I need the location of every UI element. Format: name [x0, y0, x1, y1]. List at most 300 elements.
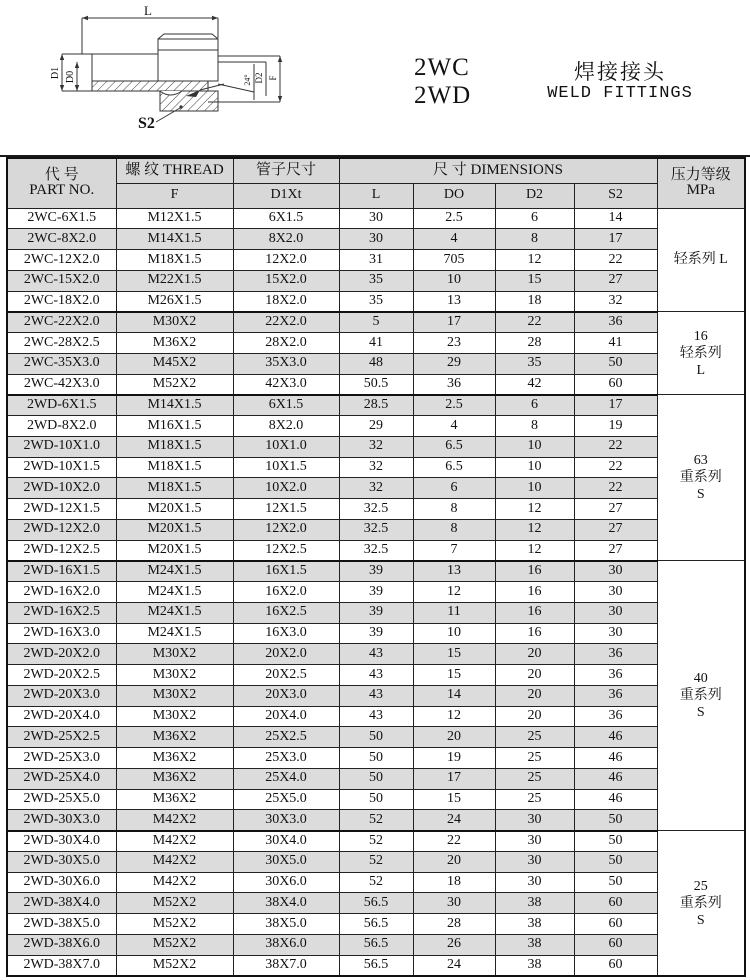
value-cell: 39 — [339, 561, 413, 582]
table-row — [7, 374, 745, 395]
value-cell: M42X2 — [116, 831, 233, 852]
value-cell: M36X2 — [116, 768, 233, 789]
value-cell: 15 — [413, 789, 495, 810]
value-cell: 46 — [574, 748, 657, 769]
col-subheader-D1Xt: D1Xt — [233, 183, 339, 208]
value-cell: 50 — [339, 768, 413, 789]
value-cell: 56.5 — [339, 934, 413, 955]
value-cell: 36 — [574, 312, 657, 333]
value-cell: M36X2 — [116, 727, 233, 748]
value-cell: 8 — [413, 519, 495, 540]
part-no-cell: 2WD-20X2.0 — [7, 644, 116, 665]
value-cell: 22 — [413, 831, 495, 852]
value-cell: M30X2 — [116, 685, 233, 706]
model-code-2wd: 2WD — [414, 82, 472, 109]
table-row — [7, 644, 745, 665]
value-cell: 6 — [495, 208, 574, 229]
value-cell: 30 — [495, 810, 574, 831]
value-cell: 50 — [574, 831, 657, 852]
value-cell: 17 — [413, 768, 495, 789]
pressure-group-label-line: S — [696, 705, 705, 721]
value-cell: 15 — [413, 665, 495, 686]
value-cell: 30 — [413, 893, 495, 914]
value-cell: 60 — [574, 374, 657, 395]
value-cell: 6X1.5 — [233, 395, 339, 416]
value-cell: 22 — [574, 478, 657, 499]
value-cell: M30X2 — [116, 706, 233, 727]
value-cell: 31 — [339, 250, 413, 271]
value-cell: 50 — [574, 851, 657, 872]
value-cell: 15X2.0 — [233, 270, 339, 291]
table-row — [7, 665, 745, 686]
value-cell: 38 — [495, 914, 574, 935]
value-cell: 56.5 — [339, 955, 413, 976]
value-cell: 17 — [574, 229, 657, 250]
pressure-group-label-line: 轻系列 — [679, 345, 722, 361]
part-no-cell: 2WD-38X5.0 — [7, 914, 116, 935]
table-row — [7, 250, 745, 271]
table-row — [7, 623, 745, 644]
value-cell: 29 — [413, 353, 495, 374]
value-cell: M24X1.5 — [116, 582, 233, 603]
table-row — [7, 519, 745, 540]
part-no-cell: 2WD-38X7.0 — [7, 955, 116, 976]
value-cell: M24X1.5 — [116, 623, 233, 644]
value-cell: 13 — [413, 291, 495, 312]
value-cell: 5 — [339, 312, 413, 333]
value-cell: 42 — [495, 374, 574, 395]
value-cell: M18X1.5 — [116, 478, 233, 499]
value-cell: 28 — [413, 914, 495, 935]
value-cell: M45X2 — [116, 353, 233, 374]
value-cell: M14X1.5 — [116, 395, 233, 416]
value-cell: 32 — [339, 436, 413, 457]
value-cell: 22 — [574, 436, 657, 457]
value-cell: 42X3.0 — [233, 374, 339, 395]
weld-fitting-section-drawing — [48, 4, 292, 132]
pressure-group-label-line: 重系列 — [679, 470, 722, 486]
part-no-cell: 2WD-12X1.5 — [7, 499, 116, 520]
value-cell: 36 — [574, 685, 657, 706]
col-subheader-D2: D2 — [495, 183, 574, 208]
value-cell: 60 — [574, 955, 657, 976]
value-cell: M52X2 — [116, 374, 233, 395]
value-cell: 32 — [339, 478, 413, 499]
value-cell: 20X4.0 — [233, 706, 339, 727]
value-cell: 14 — [574, 208, 657, 229]
table-row — [7, 333, 745, 354]
value-cell: M42X2 — [116, 810, 233, 831]
value-cell: 16X1.5 — [233, 561, 339, 582]
value-cell: M20X1.5 — [116, 540, 233, 561]
part-no-cell: 2WD-16X2.0 — [7, 582, 116, 603]
value-cell: 6 — [413, 478, 495, 499]
pressure-group-label-line: 轻系列 L — [673, 252, 728, 268]
value-cell: 16X2.0 — [233, 582, 339, 603]
part-no-cell: 2WC-18X2.0 — [7, 291, 116, 312]
value-cell: 13 — [413, 561, 495, 582]
value-cell: 16 — [495, 602, 574, 623]
col-header-dimensions: 尺 寸 DIMENSIONS — [339, 158, 657, 183]
value-cell: 20X2.0 — [233, 644, 339, 665]
value-cell: 38X4.0 — [233, 893, 339, 914]
value-cell: M36X2 — [116, 748, 233, 769]
value-cell: 11 — [413, 602, 495, 623]
part-no-cell: 2WC-22X2.0 — [7, 312, 116, 333]
value-cell: 30X3.0 — [233, 810, 339, 831]
value-cell: 50.5 — [339, 374, 413, 395]
value-cell: 22 — [574, 250, 657, 271]
table-row — [7, 478, 745, 499]
pressure-group-label-line: S — [696, 912, 705, 928]
value-cell: 25X2.5 — [233, 727, 339, 748]
value-cell: 50 — [339, 727, 413, 748]
part-no-cell: 2WD-16X1.5 — [7, 561, 116, 582]
col-subheader-S2: S2 — [574, 183, 657, 208]
part-no-cell: 2WC-28X2.5 — [7, 333, 116, 354]
value-cell: 25 — [495, 748, 574, 769]
value-cell: 10 — [413, 623, 495, 644]
value-cell: 12 — [413, 582, 495, 603]
part-no-cell: 2WD-25X2.5 — [7, 727, 116, 748]
table-row — [7, 312, 745, 333]
value-cell: 27 — [574, 499, 657, 520]
value-cell: 8X2.0 — [233, 229, 339, 250]
value-cell: 20X2.5 — [233, 665, 339, 686]
value-cell: 24 — [413, 955, 495, 976]
part-no-cell: 2WD-25X3.0 — [7, 748, 116, 769]
value-cell: 52 — [339, 810, 413, 831]
value-cell: 22 — [495, 312, 574, 333]
value-cell: 2.5 — [413, 395, 495, 416]
value-cell: 15 — [495, 270, 574, 291]
pressure-group-label-line: 40 — [693, 671, 708, 687]
value-cell: 46 — [574, 727, 657, 748]
value-cell: 50 — [574, 810, 657, 831]
value-cell: 32 — [574, 291, 657, 312]
part-no-cell: 2WD-20X3.0 — [7, 685, 116, 706]
table-row — [7, 436, 745, 457]
value-cell: 25 — [495, 789, 574, 810]
value-cell: 50 — [574, 872, 657, 893]
value-cell: 41 — [339, 333, 413, 354]
value-cell: M20X1.5 — [116, 519, 233, 540]
value-cell: 30 — [495, 831, 574, 852]
value-cell: 30 — [495, 872, 574, 893]
table-row — [7, 208, 745, 229]
value-cell: 50 — [339, 748, 413, 769]
value-cell: M36X2 — [116, 789, 233, 810]
value-cell: 6.5 — [413, 457, 495, 478]
value-cell: 25X3.0 — [233, 748, 339, 769]
value-cell: 16 — [495, 582, 574, 603]
value-cell: 38 — [495, 893, 574, 914]
value-cell: 30X6.0 — [233, 872, 339, 893]
value-cell: 14 — [413, 685, 495, 706]
value-cell: 12 — [495, 499, 574, 520]
table-row — [7, 706, 745, 727]
pressure-group-label-line: 16 — [693, 328, 708, 344]
value-cell: M12X1.5 — [116, 208, 233, 229]
value-cell: M52X2 — [116, 893, 233, 914]
value-cell: M18X1.5 — [116, 436, 233, 457]
value-cell: 30 — [574, 602, 657, 623]
value-cell: 43 — [339, 706, 413, 727]
value-cell: 10 — [495, 436, 574, 457]
fittings-spec-table — [6, 157, 746, 977]
value-cell: 32 — [339, 457, 413, 478]
value-cell: 36 — [574, 665, 657, 686]
table-row — [7, 291, 745, 312]
value-cell: 25 — [495, 768, 574, 789]
value-cell: 30X5.0 — [233, 851, 339, 872]
pressure-group-label-line: 重系列 — [679, 688, 722, 704]
value-cell: 12X2.0 — [233, 519, 339, 540]
col-subheader-L: L — [339, 183, 413, 208]
table-row — [7, 229, 745, 250]
value-cell: 12X1.5 — [233, 499, 339, 520]
value-cell: 60 — [574, 934, 657, 955]
col-header-thread: 螺 纹 THREAD — [116, 158, 233, 183]
value-cell: 29 — [339, 416, 413, 437]
col-header-pipe-size: 管子尺寸 — [233, 158, 339, 183]
value-cell: 30 — [495, 851, 574, 872]
value-cell: 12 — [495, 250, 574, 271]
value-cell: 38X5.0 — [233, 914, 339, 935]
part-no-cell: 2WD-10X2.0 — [7, 478, 116, 499]
value-cell: 10 — [495, 457, 574, 478]
value-cell: 30 — [339, 208, 413, 229]
part-no-cell: 2WD-30X6.0 — [7, 872, 116, 893]
model-code-2wc: 2WC — [414, 54, 470, 81]
value-cell: 48 — [339, 353, 413, 374]
dim-label-S2: S2 — [138, 115, 155, 132]
value-cell: 30 — [574, 623, 657, 644]
table-row — [7, 934, 745, 955]
table-row — [7, 270, 745, 291]
table-row — [7, 851, 745, 872]
value-cell: 6 — [495, 395, 574, 416]
value-cell: 35 — [339, 270, 413, 291]
value-cell: M18X1.5 — [116, 250, 233, 271]
part-no-cell: 2WC-12X2.0 — [7, 250, 116, 271]
value-cell: M26X1.5 — [116, 291, 233, 312]
value-cell: 39 — [339, 582, 413, 603]
value-cell: 16X3.0 — [233, 623, 339, 644]
value-cell: 30 — [339, 229, 413, 250]
table-row — [7, 727, 745, 748]
value-cell: 8 — [495, 416, 574, 437]
table-row — [7, 872, 745, 893]
part-no-header-cn: 代 号 — [44, 166, 79, 183]
part-no-cell: 2WD-38X4.0 — [7, 893, 116, 914]
dim-label-F: F — [268, 75, 278, 81]
value-cell: M52X2 — [116, 914, 233, 935]
value-cell: 36 — [413, 374, 495, 395]
pressure-group-label-line: 63 — [693, 453, 708, 469]
part-no-cell: 2WD-30X3.0 — [7, 810, 116, 831]
part-no-cell: 2WD-38X6.0 — [7, 934, 116, 955]
value-cell: 22X2.0 — [233, 312, 339, 333]
value-cell: 19 — [413, 748, 495, 769]
value-cell: 27 — [574, 540, 657, 561]
value-cell: 60 — [574, 893, 657, 914]
col-header-part-no — [7, 158, 116, 208]
table-row — [7, 353, 745, 374]
value-cell: 23 — [413, 333, 495, 354]
value-cell: 10X2.0 — [233, 478, 339, 499]
value-cell: 16 — [495, 561, 574, 582]
value-cell: 35 — [339, 291, 413, 312]
value-cell: 10X1.0 — [233, 436, 339, 457]
value-cell: 50 — [339, 789, 413, 810]
value-cell: 30X4.0 — [233, 831, 339, 852]
value-cell: 20 — [495, 665, 574, 686]
value-cell: 52 — [339, 831, 413, 852]
value-cell: 20X3.0 — [233, 685, 339, 706]
value-cell: 8X2.0 — [233, 416, 339, 437]
value-cell: 38 — [495, 955, 574, 976]
value-cell: 46 — [574, 768, 657, 789]
model-codes — [414, 54, 471, 110]
value-cell: 43 — [339, 685, 413, 706]
value-cell: M16X1.5 — [116, 416, 233, 437]
part-no-cell: 2WD-16X2.5 — [7, 602, 116, 623]
value-cell: 12 — [413, 706, 495, 727]
value-cell: 12X2.5 — [233, 540, 339, 561]
value-cell: 2.5 — [413, 208, 495, 229]
value-cell: 22 — [574, 457, 657, 478]
table-row — [7, 395, 745, 416]
part-no-cell: 2WC-6X1.5 — [7, 208, 116, 229]
value-cell: 35X3.0 — [233, 353, 339, 374]
product-title-cn: 焊接接头 — [574, 60, 666, 84]
part-no-cell: 2WD-30X5.0 — [7, 851, 116, 872]
pressure-group-label-line: S — [696, 487, 705, 503]
value-cell: 52 — [339, 872, 413, 893]
part-no-cell: 2WC-8X2.0 — [7, 229, 116, 250]
value-cell: 28X2.0 — [233, 333, 339, 354]
value-cell: 30 — [574, 561, 657, 582]
value-cell: 20 — [413, 727, 495, 748]
value-cell: 39 — [339, 623, 413, 644]
pressure-group-label-line: 重系列 — [679, 895, 722, 911]
product-title-en: WELD FITTINGS — [547, 84, 693, 103]
part-no-cell: 2WD-20X4.0 — [7, 706, 116, 727]
part-no-cell: 2WC-35X3.0 — [7, 353, 116, 374]
value-cell: 56.5 — [339, 893, 413, 914]
value-cell: 43 — [339, 644, 413, 665]
value-cell: 28.5 — [339, 395, 413, 416]
value-cell: M30X2 — [116, 665, 233, 686]
value-cell: M30X2 — [116, 312, 233, 333]
table-row — [7, 561, 745, 582]
value-cell: 20 — [495, 706, 574, 727]
value-cell: 32.5 — [339, 519, 413, 540]
value-cell: 18 — [495, 291, 574, 312]
part-no-cell: 2WD-25X5.0 — [7, 789, 116, 810]
value-cell: 52 — [339, 851, 413, 872]
value-cell: 24 — [413, 810, 495, 831]
table-row — [7, 810, 745, 831]
value-cell: M14X1.5 — [116, 229, 233, 250]
part-no-cell: 2WD-30X4.0 — [7, 831, 116, 852]
pressure-group-label-line: L — [696, 362, 706, 378]
part-no-header-en: PART NO. — [29, 182, 95, 199]
pressure-group-cell — [657, 561, 745, 831]
table-row — [7, 768, 745, 789]
pressure-header-cn: 压力等级 — [670, 166, 731, 183]
pressure-header-unit: MPa — [686, 182, 715, 199]
table-row — [7, 685, 745, 706]
value-cell: 35 — [495, 353, 574, 374]
value-cell: 41 — [574, 333, 657, 354]
value-cell: 60 — [574, 914, 657, 935]
part-no-cell: 2WD-25X4.0 — [7, 768, 116, 789]
value-cell: M42X2 — [116, 851, 233, 872]
part-no-cell: 2WD-16X3.0 — [7, 623, 116, 644]
value-cell: M18X1.5 — [116, 457, 233, 478]
value-cell: 46 — [574, 789, 657, 810]
value-cell: 25X5.0 — [233, 789, 339, 810]
value-cell: 4 — [413, 416, 495, 437]
value-cell: 19 — [574, 416, 657, 437]
table-row — [7, 789, 745, 810]
value-cell: 27 — [574, 270, 657, 291]
value-cell: 17 — [413, 312, 495, 333]
value-cell: 16 — [495, 623, 574, 644]
value-cell: 12 — [495, 519, 574, 540]
table-row — [7, 582, 745, 603]
value-cell: 12X2.0 — [233, 250, 339, 271]
pressure-group-cell — [657, 208, 745, 312]
col-header-pressure — [657, 158, 745, 208]
pressure-group-label-line: 25 — [693, 878, 708, 894]
value-cell: M30X2 — [116, 644, 233, 665]
dim-label-D0: D0 — [65, 70, 76, 84]
table-row — [7, 416, 745, 437]
dim-label-D1: D1 — [50, 66, 61, 80]
part-no-cell: 2WD-12X2.5 — [7, 540, 116, 561]
value-cell: 8 — [413, 499, 495, 520]
value-cell: 27 — [574, 519, 657, 540]
value-cell: 10 — [495, 478, 574, 499]
table-row — [7, 540, 745, 561]
value-cell: 32.5 — [339, 499, 413, 520]
value-cell: 10X1.5 — [233, 457, 339, 478]
value-cell: 10 — [413, 270, 495, 291]
value-cell: 6X1.5 — [233, 208, 339, 229]
part-no-cell: 2WD-10X1.0 — [7, 436, 116, 457]
table-row — [7, 893, 745, 914]
dim-label-D2: D2 — [254, 72, 264, 84]
value-cell: 43 — [339, 665, 413, 686]
value-cell: 36 — [574, 706, 657, 727]
value-cell: M52X2 — [116, 934, 233, 955]
pressure-group-cell — [657, 312, 745, 395]
table-row — [7, 748, 745, 769]
table-row — [7, 914, 745, 935]
value-cell: M20X1.5 — [116, 499, 233, 520]
value-cell: 38X6.0 — [233, 934, 339, 955]
value-cell: 18X2.0 — [233, 291, 339, 312]
value-cell: 25 — [495, 727, 574, 748]
table-row — [7, 831, 745, 852]
value-cell: 25X4.0 — [233, 768, 339, 789]
value-cell: 12 — [495, 540, 574, 561]
part-no-cell: 2WD-12X2.0 — [7, 519, 116, 540]
value-cell: 16X2.5 — [233, 602, 339, 623]
